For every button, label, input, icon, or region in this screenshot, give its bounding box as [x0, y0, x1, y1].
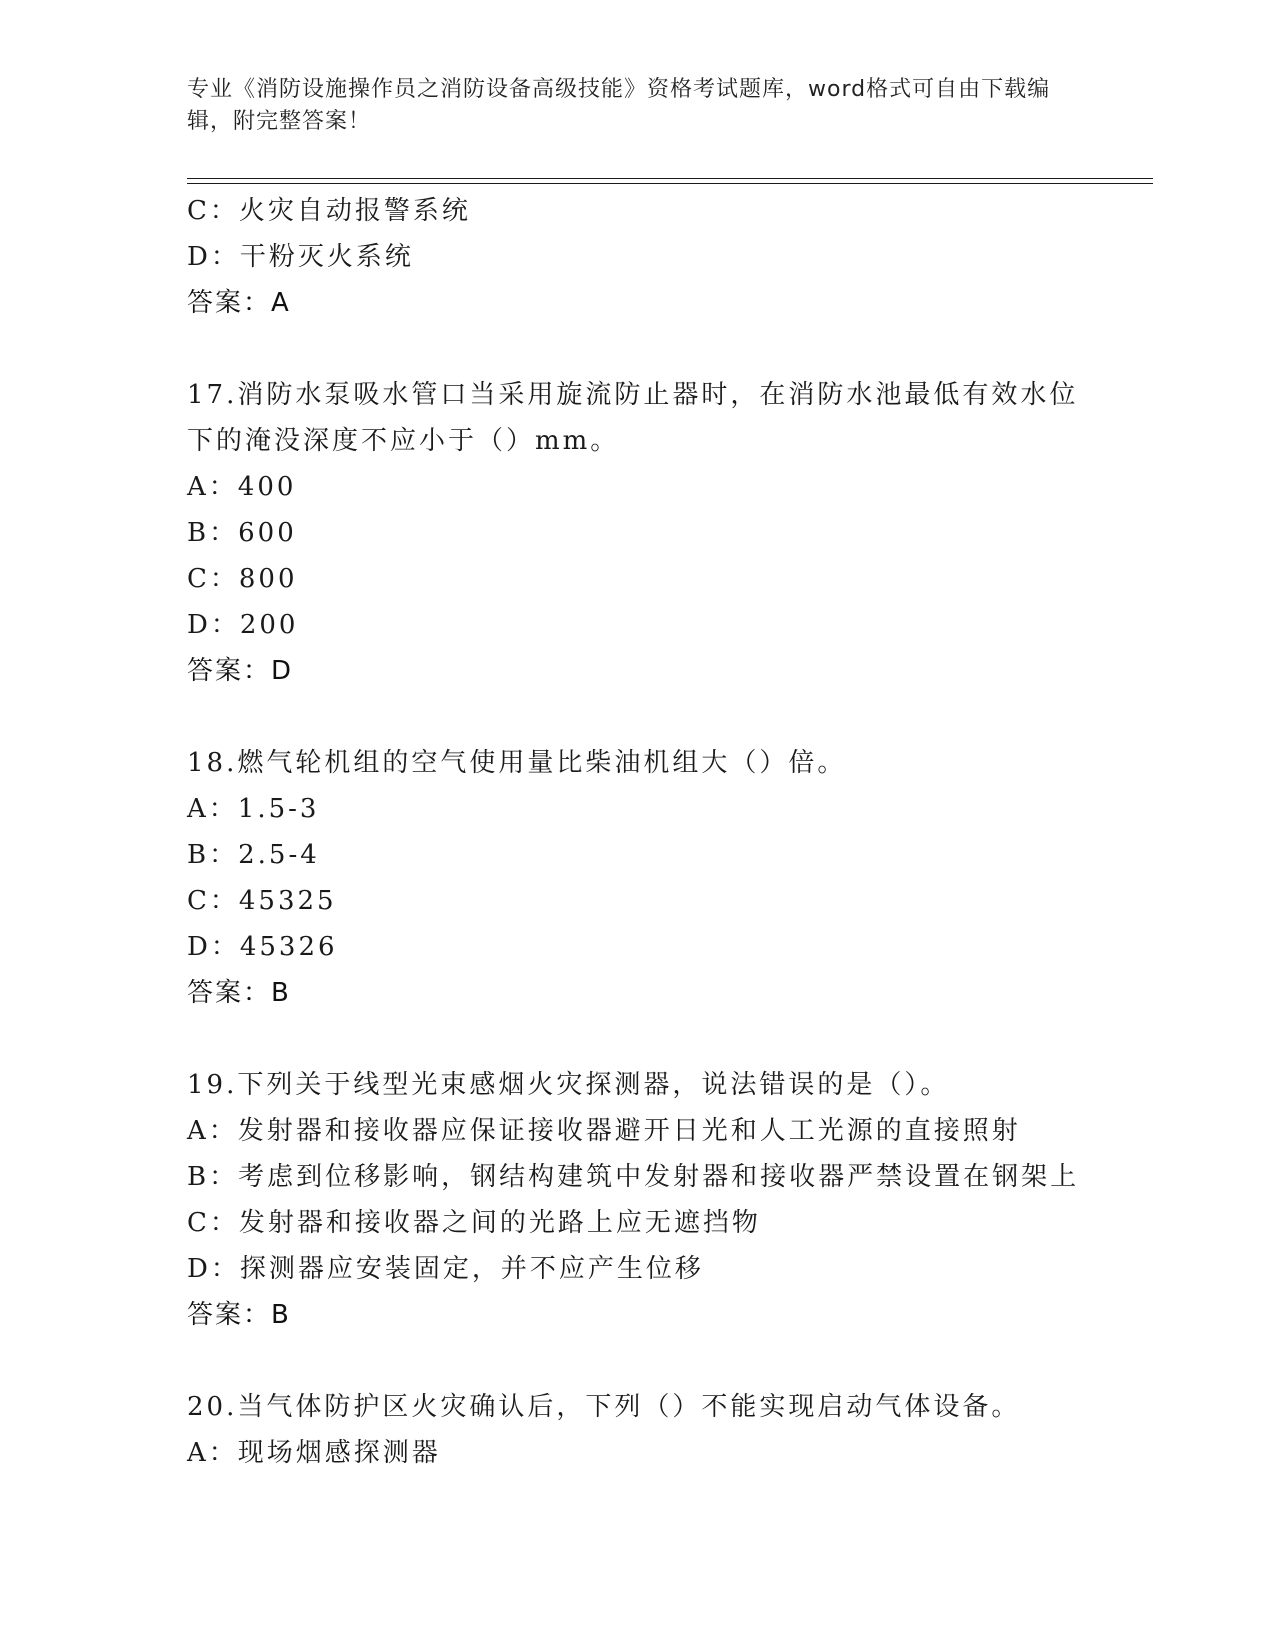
prev-question [187, 188, 1087, 326]
question-20 [187, 1384, 1087, 1476]
question-body [187, 188, 1087, 1476]
option-a: A：1.5-3 [187, 794, 320, 824]
question-18 [187, 740, 1087, 1016]
option-b: B：考虑到位移影响，钢结构建筑中发射器和接收器严禁设置在钢架上 [187, 1162, 1080, 1192]
question-stem: 18.燃气轮机组的空气使用量比柴油机组大（）倍。 [187, 748, 847, 778]
spacer [187, 694, 1087, 740]
option-a: A：现场烟感探测器 [187, 1438, 441, 1468]
option-c: C：45325 [187, 886, 337, 916]
option-b: B：2.5-4 [187, 840, 320, 870]
answer-line: 答案：D [187, 656, 294, 686]
header-rule-bottom [187, 183, 1153, 184]
option-a: A：400 [187, 472, 297, 502]
question-stem: 下的淹没深度不应小于（）mm。 [187, 426, 620, 456]
answer-line: 答案：A [187, 288, 291, 318]
option-c: C：火灾自动报警系统 [187, 196, 471, 226]
header-rule-top [187, 178, 1153, 179]
page-header: 专业《消防设施操作员之消防设备高级技能》资格考试题库，word格式可自由下载编辑，附完整答案！ [187, 77, 1051, 134]
spacer [187, 326, 1087, 372]
question-stem: 20.当气体防护区火灾确认后，下列（）不能实现启动气体设备。 [187, 1392, 1021, 1422]
option-d: D：干粉灭火系统 [187, 242, 414, 272]
option-a: A：发射器和接收器应保证接收器避开日光和人工光源的直接照射 [187, 1116, 1021, 1146]
option-d: D：200 [187, 610, 299, 640]
option-c: C：发射器和接收器之间的光路上应无遮挡物 [187, 1208, 761, 1238]
option-d: D：45326 [187, 932, 338, 962]
question-stem: 17.消防水泵吸水管口当采用旋流防止器时，在消防水池最低有效水位 [187, 380, 1079, 410]
question-stem: 19.下列关于线型光束感烟火灾探测器，说法错误的是（）。 [187, 1070, 950, 1100]
option-c: C：800 [187, 564, 298, 594]
spacer [187, 1016, 1087, 1062]
question-19 [187, 1062, 1087, 1338]
option-d: D：探测器应安装固定，并不应产生位移 [187, 1254, 704, 1284]
option-b: B：600 [187, 518, 297, 548]
spacer [187, 1338, 1087, 1384]
answer-line: 答案：B [187, 1300, 291, 1330]
question-17 [187, 372, 1087, 694]
answer-line: 答案：B [187, 978, 291, 1008]
